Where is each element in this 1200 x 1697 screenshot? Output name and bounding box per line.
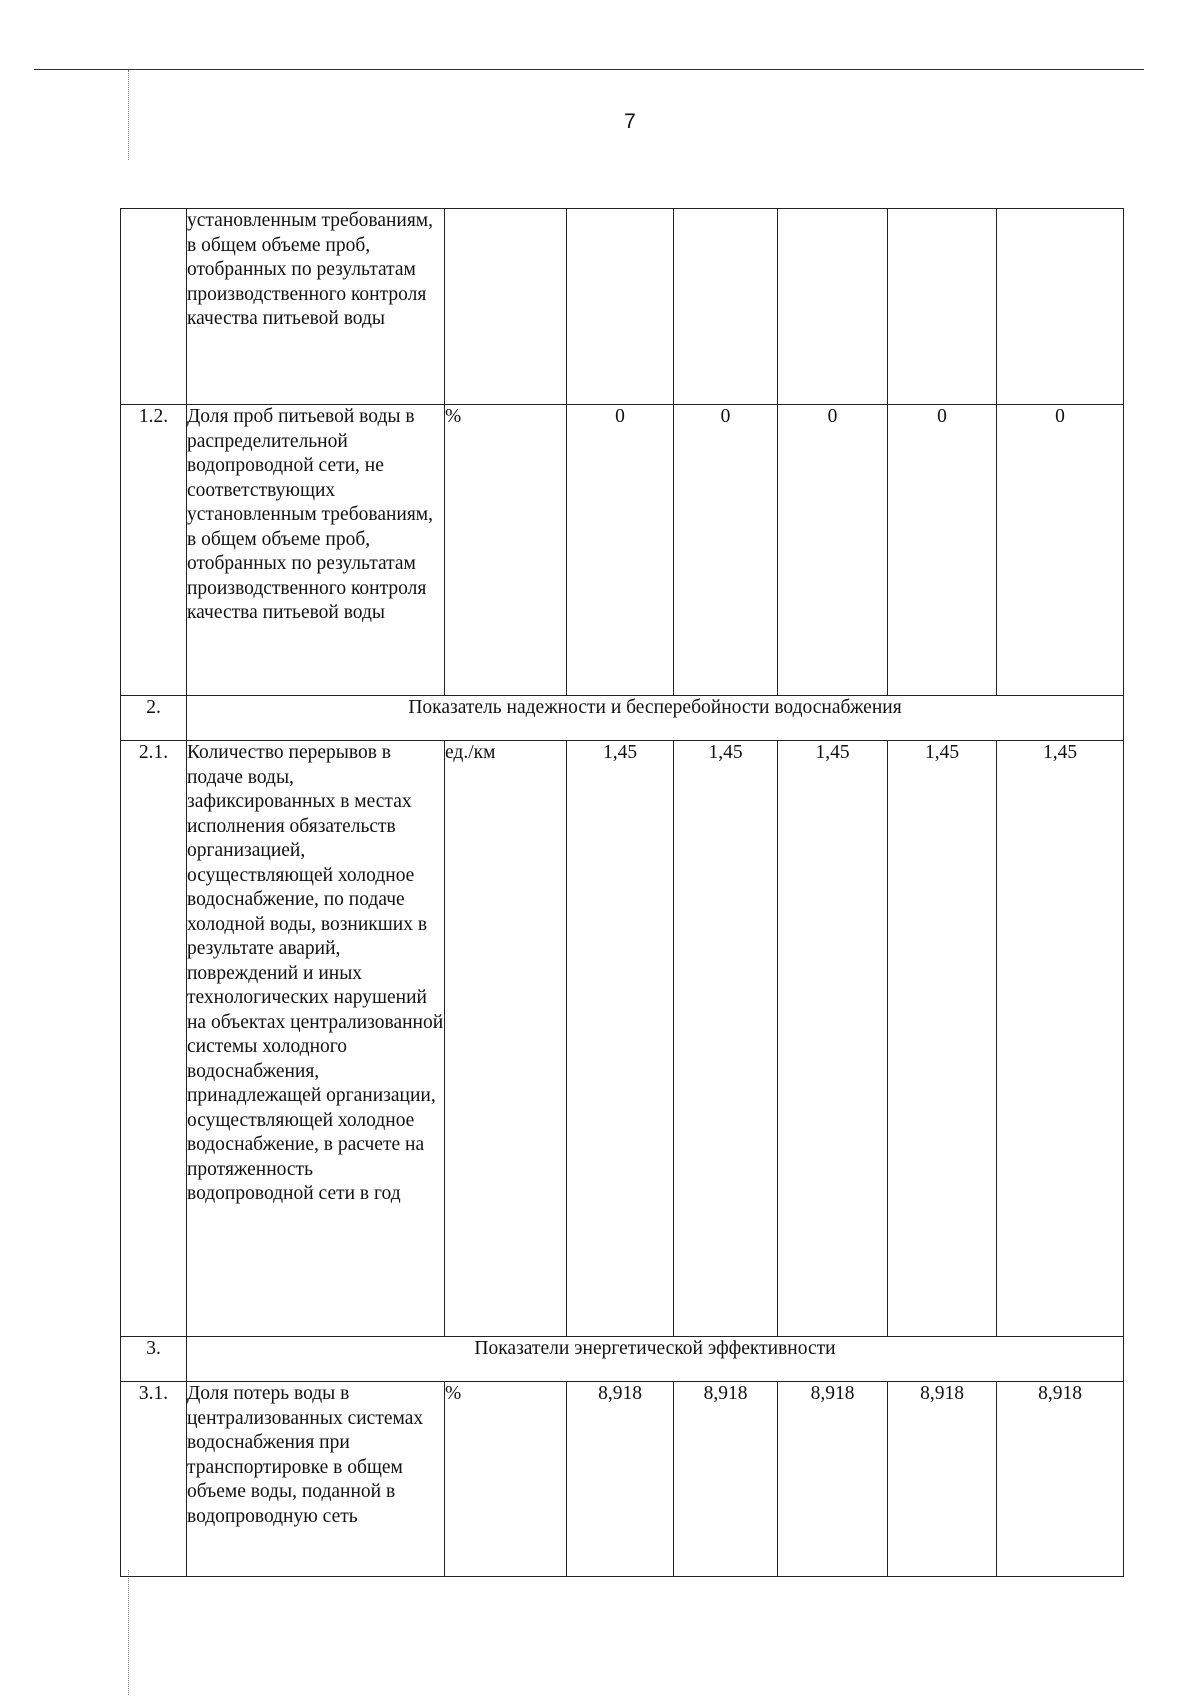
table-row (121, 741, 1124, 1337)
section-number: 3. (121, 1337, 187, 1382)
indicator-name: Доля проб питьевой воды в распределительной водопроводной сети, не соответствующих установленным требованиям, в общем объеме проб, отобранных по результатам производственного контроля качества питьевой воды (187, 405, 445, 696)
section-title: Показатель надежности и бесперебойности водоснабжения (187, 696, 1124, 741)
row-number: 1.2. (121, 405, 187, 696)
scan-margin-dots (128, 1570, 129, 1695)
header-rule (34, 69, 1144, 70)
page-number: 7 (624, 110, 636, 133)
section-row (121, 1337, 1124, 1382)
value-cell: 1,45 (997, 741, 1124, 1337)
value-cell: 0 (997, 405, 1124, 696)
section-row (121, 696, 1124, 741)
value-cell (674, 209, 778, 405)
value-cell: 8,918 (674, 1382, 778, 1577)
value-cell: 0 (674, 405, 778, 696)
unit-cell (445, 209, 567, 405)
unit-cell: % (445, 405, 567, 696)
value-cell: 8,918 (997, 1382, 1124, 1577)
unit-cell: ед./км (445, 741, 567, 1337)
section-title: Показатели энергетической эффективности (187, 1337, 1124, 1382)
section-number: 2. (121, 696, 187, 741)
indicators-table (120, 208, 1124, 1577)
indicator-name: установленным требованиям, в общем объеме проб, отобранных по результатам производственного контроля качества питьевой воды (187, 209, 445, 405)
value-cell: 0 (778, 405, 888, 696)
value-cell (778, 209, 888, 405)
row-number: 3.1. (121, 1382, 187, 1577)
row-number: 2.1. (121, 741, 187, 1337)
table-row (121, 1382, 1124, 1577)
value-cell (567, 209, 674, 405)
value-cell: 0 (888, 405, 997, 696)
table-row (121, 209, 1124, 405)
value-cell (997, 209, 1124, 405)
value-cell: 8,918 (778, 1382, 888, 1577)
value-cell: 1,45 (888, 741, 997, 1337)
value-cell: 8,918 (888, 1382, 997, 1577)
indicator-name: Количество перерывов в подаче воды, зафиксированных в местах исполнения обязательств организацией, осуществляющей холодное водоснабжение, по подаче холодной воды, возникших в результате аварий, повреждений и иных технологических нарушений на объектах централизованной системы холодного водоснабжения, принадлежащей организации, осуществляющей холодное водоснабжение, в расчете на протяженность водопроводной сети в год (187, 741, 445, 1337)
table-row (121, 405, 1124, 696)
indicator-name: Доля потерь воды в централизованных системах водоснабжения при транспортировке в общем объеме воды, поданной в водопроводную сеть (187, 1382, 445, 1577)
value-cell: 1,45 (778, 741, 888, 1337)
value-cell: 8,918 (567, 1382, 674, 1577)
value-cell (888, 209, 997, 405)
value-cell: 0 (567, 405, 674, 696)
unit-cell: % (445, 1382, 567, 1577)
value-cell: 1,45 (674, 741, 778, 1337)
value-cell: 1,45 (567, 741, 674, 1337)
row-number (121, 209, 187, 405)
